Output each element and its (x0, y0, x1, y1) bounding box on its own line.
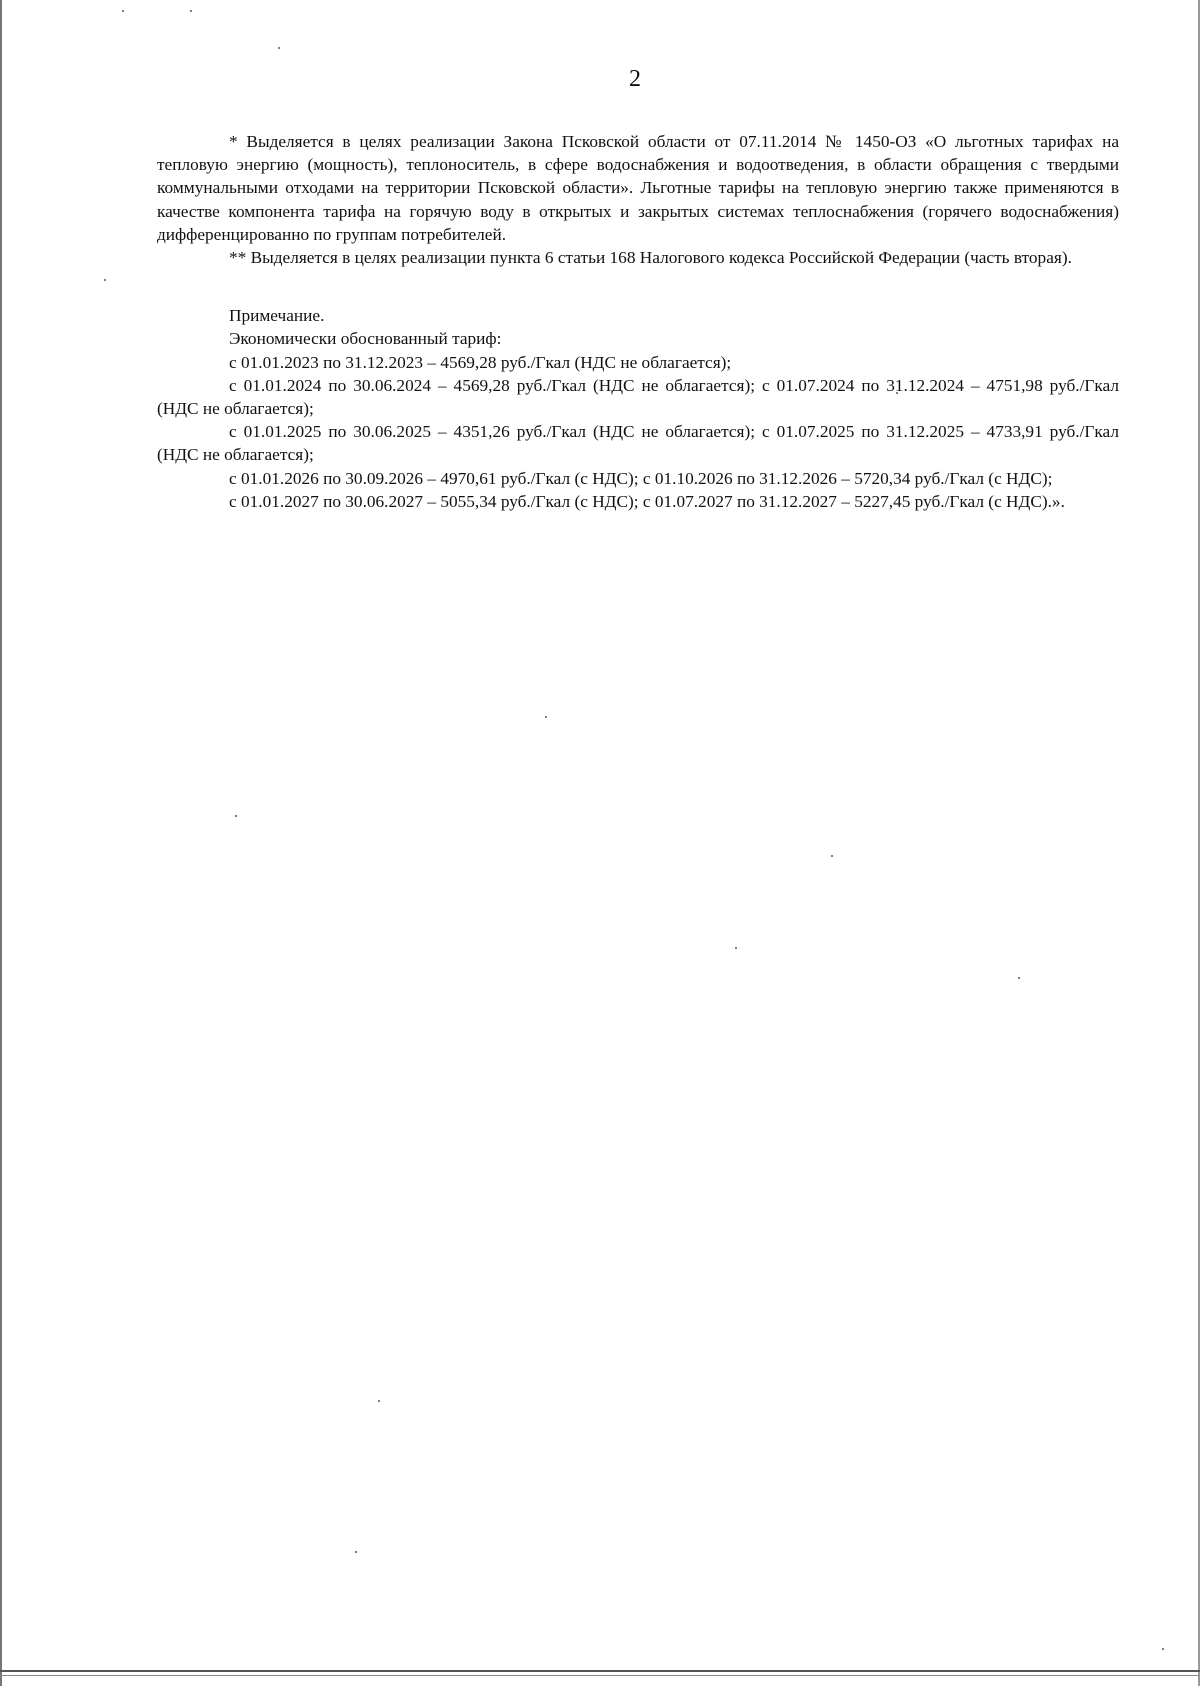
document-body (157, 130, 1119, 513)
tariff-line-2027: с 01.01.2027 по 30.06.2027 – 5055,34 руб./Гкал (с НДС); с 01.07.2027 по 31.12.2027 – 5227,45 руб./Гкал (с НДС).». (229, 491, 1065, 511)
scan-speck (355, 1551, 357, 1553)
note-subtitle: Экономически обоснованный тариф: (229, 329, 502, 349)
footnote-second: ** Выделяется в целях реализации пункта 6 статьи 168 Налогового кодекса Российской Федерации (часть вторая). (229, 248, 1072, 268)
scan-speck (278, 47, 280, 49)
bottom-rule (0, 1670, 1200, 1672)
scan-speck (545, 716, 547, 718)
tariff-line-2026: с 01.01.2026 по 30.09.2026 – 4970,61 руб./Гкал (с НДС); с 01.10.2026 по 31.12.2026 – 5720,34 руб./Гкал (с НДС); (229, 468, 1053, 488)
bottom-rule-thin (0, 1675, 1200, 1676)
tariff-line-2025: с 01.01.2025 по 30.06.2025 – 4351,26 руб./Гкал (НДС не облагается); с 01.07.2025 по 31.12.2025 – 4733,91 руб./Гкал (НДС не облагается); (157, 422, 1119, 465)
note-title: Примечание. (229, 306, 325, 326)
tariff-line-2023: с 01.01.2023 по 31.12.2023 – 4569,28 руб./Гкал (НДС не облагается); (229, 352, 732, 372)
scan-speck (104, 279, 106, 281)
scan-speck (1162, 1648, 1164, 1650)
scan-speck (235, 815, 237, 817)
footnote-first: * Выделяется в целях реализации Закона Псковской области от 07.11.2014 № 1450-ОЗ «О льготных тарифах на тепловую энергию (мощность), теплоноситель, в сфере водоснабжения и водоотведения, в области обращения с твердыми коммунальными отходами на территории Псковской области». Льготные тарифы на тепловую энергию также применяются в качестве компонента тарифа на горячую воду в открытых и закрытых системах теплоснабжения (горячего водоснабжения) дифференцированно по группам потребителей. (157, 132, 1119, 244)
scan-speck (1018, 977, 1020, 979)
section-gap (157, 269, 1119, 304)
scan-speck (378, 1400, 380, 1402)
scan-speck (122, 10, 124, 12)
scan-speck (190, 10, 192, 12)
tariff-line-2024: с 01.01.2024 по 30.06.2024 – 4569,28 руб./Гкал (НДС не облагается); с 01.07.2024 по 31.12.2024 – 4751,98 руб./Гкал (НДС не облагается); (157, 375, 1119, 419)
page-number: 2 (629, 66, 641, 92)
scan-speck (735, 947, 737, 949)
scan-speck (831, 855, 833, 857)
